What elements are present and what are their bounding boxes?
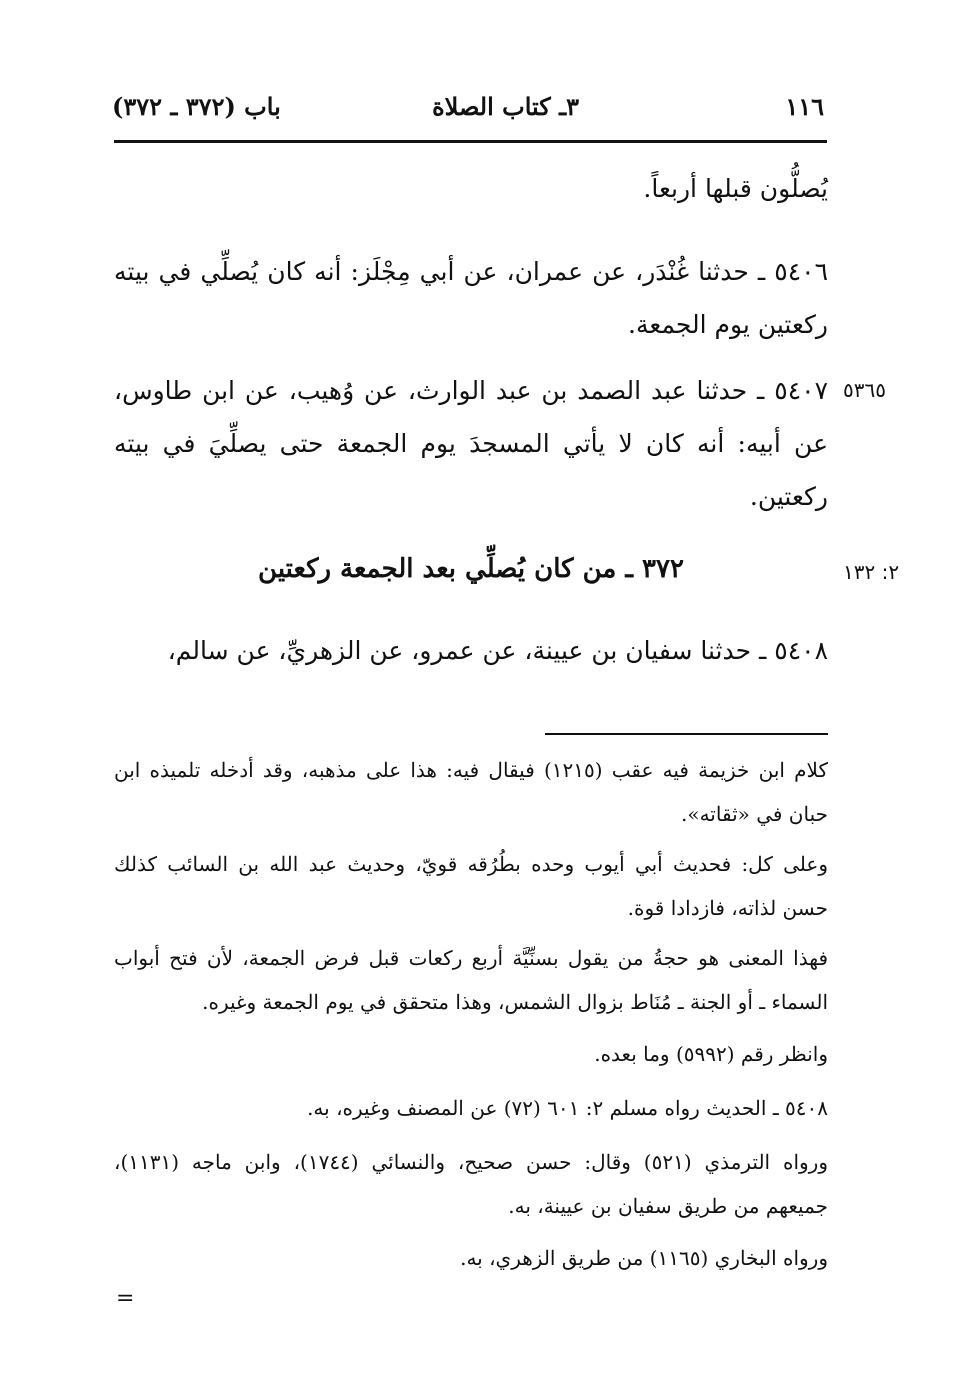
hadith-5408: ٥٤٠٨ ـ حدثنا سفيان بن عيينة، عن عمرو، عن الزهريِّ، عن سالم، xyxy=(167,636,828,665)
footnote-4: وانظر رقم (٥٩٩٢) وما بعده. xyxy=(594,1042,828,1066)
footnote-6: ورواه الترمذي (٥٢١) وقال: حسن صحيح، والنسائي (١٧٤٤)، وابن ماجه (١١٣١)، جميعهم من طريق سفيان بن عيينة، به. xyxy=(114,1150,828,1218)
book-title: ٣ـ كتاب الصلاة xyxy=(432,92,579,121)
header-rule xyxy=(114,140,827,143)
margin-reference-volume: ٢: ١٣٢ xyxy=(843,560,900,584)
footnote-5: ٥٤٠٨ ـ الحديث رواه مسلم ٢: ٦٠١ (٧٢) عن المصنف وغيره، به. xyxy=(307,1096,828,1120)
margin-reference-5365: ٥٣٦٥ xyxy=(843,378,886,402)
page-header xyxy=(112,92,824,132)
hadith-5406: ٥٤٠٦ ـ حدثنا غُنْدَر، عن عمران، عن أبي مِجْلَز: أنه كان يُصلِّي في بيته ركعتين يوم الجمعة. xyxy=(114,257,828,339)
footnote-1: كلام ابن خزيمة فيه عقب (١٢١٥) فيقال فيه: هذا على مذهبه، وقد أدخله تلميذه ابن حبان في «ثقاته». xyxy=(114,758,828,826)
chapter-range: باب (٣٧٢ ـ ٣٧٢) xyxy=(112,92,281,121)
section-title: ٣٧٢ ـ من كان يُصلِّي بعد الجمعة ركعتين xyxy=(258,554,684,584)
continuation-marker: = xyxy=(116,1286,135,1311)
footnote-3: فهذا المعنى هو حجةُ من يقول بسنِّيَّة أربع ركعات قبل فرض الجمعة، لأن فتح أبواب السماء ـ أو الجنة ـ مُنَاط بزوال الشمس، وهذا متحقق في يوم الجمعة وغيره. xyxy=(114,946,829,1014)
footnote-2: وعلى كل: فحديث أبي أيوب وحده بطُرُقه قويّ، وحديث عبد الله بن السائب كذلك حسن لذاته، فازدادا قوة. xyxy=(114,852,828,920)
hadith-5407: ٥٤٠٧ ـ حدثنا عبد الصمد بن عبد الوارث، عن وُهيب، عن ابن طاوس، عن أبيه: أنه كان لا يأتي المسجدَ يوم الجمعة حتى يصلِّيَ في بيته ركعتين. xyxy=(114,376,828,511)
footnote-separator xyxy=(545,733,828,735)
footnote-7: ورواه البخاري (١١٦٥) من طريق الزهري، به. xyxy=(460,1246,828,1270)
page-number: ١١٦ xyxy=(785,92,824,121)
paragraph-continuation: يُصلُّون قبلها أربعاً. xyxy=(643,174,828,203)
